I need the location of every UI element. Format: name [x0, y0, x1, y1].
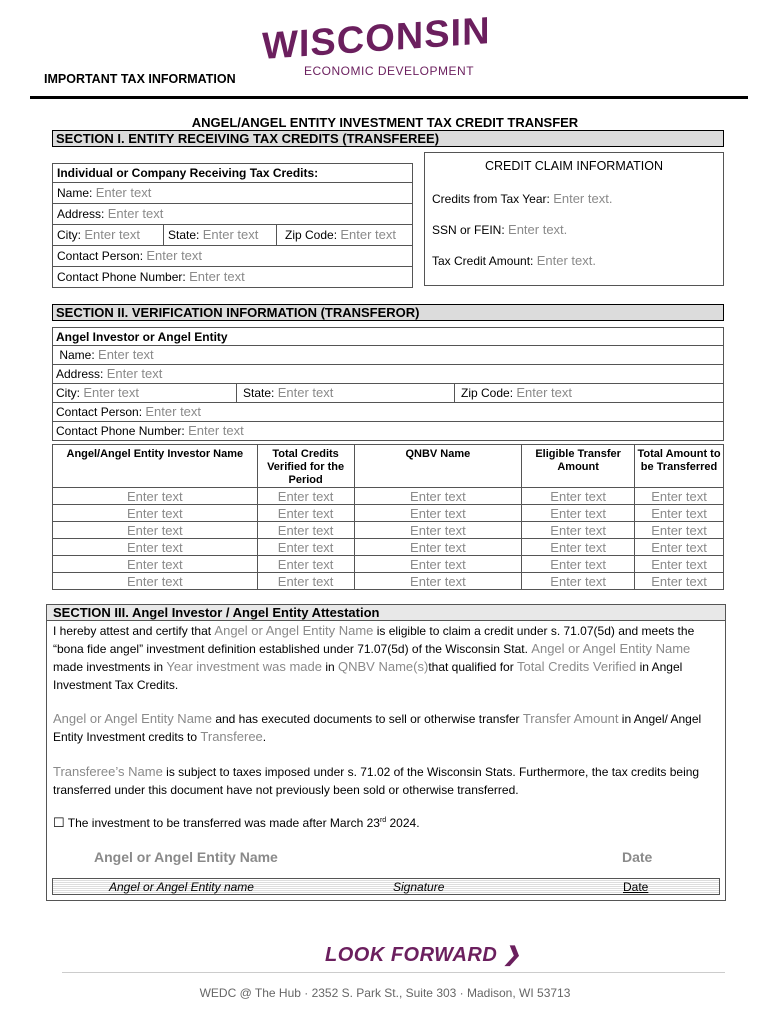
footer-address: WEDC @ The Hub · 2352 S. Park St., Suite 303 · Madison, WI 53713 [199, 986, 571, 1000]
zip-input[interactable]: Enter text [516, 385, 573, 400]
p1-field-angel-name[interactable]: Angel or Angel Entity Name [214, 623, 374, 638]
table-cell-input[interactable]: Enter text [257, 573, 354, 590]
date-checkbox[interactable]: ☐ [53, 815, 65, 830]
credit-amount-label: Tax Credit Amount: [432, 254, 534, 268]
date-checkbox-row[interactable] [53, 815, 420, 831]
section-2-heading: SECTION II. VERIFICATION INFORMATION (TRANSFEROR) [52, 304, 724, 321]
table-cell-input[interactable]: Enter text [53, 539, 258, 556]
state-input[interactable]: Enter text [277, 385, 334, 400]
investor-table [52, 444, 724, 590]
col-qnbv-name: QNBV Name [354, 445, 522, 488]
table-cell-input[interactable]: Enter text [522, 556, 635, 573]
zip-cell[interactable] [454, 384, 572, 402]
state-label: State: [168, 228, 200, 242]
col-eligible-amount: Eligible Transfer Amount [522, 445, 635, 488]
zip-label: Zip Code: [461, 386, 514, 400]
tax-year-row[interactable] [432, 191, 612, 206]
city-input[interactable]: Enter text [84, 227, 140, 242]
name-label: Name: [59, 348, 95, 362]
p2-field-transfer-amount[interactable]: Transfer Amount [522, 711, 619, 726]
transferor-contact-row[interactable] [52, 403, 724, 422]
p1-field-year[interactable]: Year investment was made [166, 659, 322, 674]
ssn-input[interactable]: Enter text. [508, 222, 568, 237]
document-title: ANGEL/ANGEL ENTITY INVESTMENT TAX CREDIT TRANSFER [191, 115, 579, 130]
table-cell-input[interactable]: Enter text [354, 522, 522, 539]
sign-date-input[interactable]: Date [622, 849, 653, 865]
p1-field-qnbv[interactable]: QNBV Name(s) [338, 659, 429, 674]
p1-text-4: in [322, 660, 339, 674]
table-cell-input[interactable]: Enter text [635, 556, 724, 573]
table-cell-input[interactable]: Enter text [635, 539, 724, 556]
header-divider [30, 96, 748, 99]
table-cell-input[interactable]: Enter text [354, 488, 522, 505]
zip-label: Zip Code: [285, 228, 338, 242]
state-cell[interactable] [236, 384, 333, 402]
wisconsin-logo: WISCONSIN [262, 10, 491, 68]
zip-cell[interactable] [276, 225, 396, 245]
p1-text-6: in Angel Investment Tax Credits. [53, 660, 683, 692]
table-cell-input[interactable]: Enter text [522, 573, 635, 590]
transferee-name-row[interactable] [52, 183, 413, 204]
look-forward-slogan [325, 942, 521, 967]
table-row [53, 539, 724, 556]
table-cell-input[interactable]: Enter text [257, 539, 354, 556]
state-input[interactable]: Enter text [202, 227, 259, 242]
p1-field-total-credits[interactable]: Total Credits Verified [517, 659, 637, 674]
logo-subtitle: ECONOMIC DEVELOPMENT [304, 64, 475, 78]
name-input[interactable]: Enter text [98, 347, 154, 362]
table-cell-input[interactable]: Enter text [522, 539, 635, 556]
col-total-transferred: Total Amount to be Transferred [635, 445, 724, 488]
state-cell[interactable] [163, 225, 258, 245]
address-input[interactable]: Enter text [106, 366, 163, 381]
table-cell-input[interactable]: Enter text [635, 522, 724, 539]
address-label: Address: [56, 367, 104, 381]
transferee-phone-row[interactable] [52, 267, 413, 288]
p1-field-angel-name-2[interactable]: Angel or Angel Entity Name [531, 641, 691, 656]
name-label: Name: [57, 186, 93, 200]
p1-text-3: made investments in [53, 660, 167, 674]
table-cell-input[interactable]: Enter text [257, 505, 354, 522]
table-cell-input[interactable]: Enter text [257, 488, 354, 505]
tax-year-label: Credits from Tax Year: [432, 192, 550, 206]
signature-line [52, 878, 720, 895]
date-checkbox-label: The investment to be transferred was made after March 23 [67, 816, 380, 830]
credit-amount-input[interactable]: Enter text. [536, 253, 596, 268]
table-cell-input[interactable]: Enter text [522, 505, 635, 522]
p2-field-angel-name[interactable]: Angel or Angel Entity Name [53, 711, 212, 726]
table-cell-input[interactable]: Enter text [257, 522, 354, 539]
chevron-right-icon: ❯ [503, 944, 521, 966]
table-cell-input[interactable]: Enter text [522, 522, 635, 539]
transferee-box-title: Individual or Company Receiving Tax Credits: [52, 163, 413, 183]
section-1-heading: SECTION I. ENTITY RECEIVING TAX CREDITS (TRANSFEREE) [52, 130, 724, 147]
table-cell-input[interactable]: Enter text [354, 556, 522, 573]
attestation-paragraph-1 [53, 622, 719, 694]
table-cell-input[interactable]: Enter text [53, 522, 258, 539]
table-cell-input[interactable]: Enter text [53, 556, 258, 573]
signature-date-label: Date [623, 880, 649, 894]
transferor-address-row[interactable] [52, 365, 724, 384]
city-input[interactable]: Enter text [83, 385, 139, 400]
p3-field-transferee-name[interactable]: Transferee’s Name [53, 764, 163, 779]
section-3-heading: SECTION III. Angel Investor / Angel Entity Attestation [46, 604, 726, 621]
p1-text-5: that qualified for [428, 660, 518, 674]
investor-table-header [53, 445, 724, 488]
transferor-box-title: Angel Investor or Angel Entity [52, 327, 724, 346]
table-cell-input[interactable]: Enter text [53, 573, 258, 590]
transferor-box [52, 327, 724, 441]
table-row [53, 573, 724, 590]
date-checkbox-year: 2024. [386, 816, 420, 830]
important-tax-info: IMPORTANT TAX INFORMATION [44, 72, 236, 86]
ssn-label: SSN or FEIN: [432, 223, 505, 237]
signature-label: Signature [393, 880, 445, 894]
city-label: City: [57, 228, 81, 242]
table-row [53, 522, 724, 539]
phone-label: Contact Phone Number: [57, 270, 186, 284]
state-label: State: [243, 386, 275, 400]
address-label: Address: [57, 207, 105, 221]
transferee-contact-row[interactable] [52, 246, 413, 267]
p1-text-1: I hereby attest and certify that [53, 624, 215, 638]
transferee-city-row [52, 225, 413, 246]
p2-field-transferee[interactable]: Transferee [200, 729, 263, 744]
phone-input[interactable]: Enter text [189, 269, 245, 284]
contact-input[interactable]: Enter text [146, 248, 203, 263]
table-cell-input[interactable]: Enter text [354, 539, 522, 556]
credit-claim-box [424, 152, 724, 286]
date-checkbox-sup: rd [379, 817, 387, 824]
transferee-address-row[interactable] [52, 204, 413, 225]
table-row [53, 556, 724, 573]
p1-text-2: is eligible to claim a credit under s. 71.07(5d) and meets the “bona fide angel” investment definition established under 71.07(5d) of the Wisconsin Stat. [53, 624, 695, 656]
name-input[interactable]: Enter text [95, 185, 152, 200]
table-cell-input[interactable]: Enter text [354, 505, 522, 522]
signature-name-label: Angel or Angel Entity name [109, 880, 254, 894]
zip-input[interactable]: Enter text [340, 227, 397, 242]
p2-text-2: in Angel/ Angel Entity Investment credits to [53, 712, 702, 744]
table-row [53, 505, 724, 522]
table-cell-input[interactable]: Enter text [354, 573, 522, 590]
address-input[interactable]: Enter text [107, 206, 164, 221]
contact-label: Contact Person: [56, 405, 143, 419]
table-cell-input[interactable]: Enter text [635, 488, 724, 505]
footer-divider [62, 972, 725, 973]
table-cell-input[interactable]: Enter text [53, 488, 258, 505]
phone-input[interactable]: Enter text [188, 423, 244, 438]
transferor-city-row [52, 384, 724, 403]
attestation-paragraph-3 [53, 763, 719, 799]
city-label: City: [56, 386, 80, 400]
col-total-credits: Total Credits Verified for the Period [257, 445, 354, 488]
contact-label: Contact Person: [57, 249, 144, 263]
table-cell-input[interactable]: Enter text [635, 505, 724, 522]
table-row [53, 488, 724, 505]
p2-text-3: . [262, 730, 267, 744]
transferor-name-row[interactable] [52, 346, 724, 365]
phone-label: Contact Phone Number: [56, 424, 185, 438]
signer-name-input[interactable]: Angel or Angel Entity Name [94, 849, 278, 865]
p2-text-1: and has executed documents to sell or otherwise transfer [211, 712, 523, 726]
credit-amount-row[interactable] [432, 253, 596, 268]
transferee-box [52, 163, 413, 288]
credit-claim-title: CREDIT CLAIM INFORMATION [484, 159, 663, 173]
p3-text-1: is subject to taxes imposed under s. 71.02 of the Wisconsin Stats. Furthermore, the tax credits being transferred under this document have not previously been sold or otherwise transferred. [53, 765, 700, 797]
ssn-row[interactable] [432, 222, 567, 237]
attestation-paragraph-2 [53, 710, 719, 746]
table-cell-input[interactable]: Enter text [53, 505, 258, 522]
table-cell-input[interactable]: Enter text [257, 556, 354, 573]
slogan-text: LOOK FORWARD [325, 944, 498, 966]
tax-year-input[interactable]: Enter text. [553, 191, 613, 206]
contact-input[interactable]: Enter text [145, 404, 202, 419]
table-cell-input[interactable]: Enter text [635, 573, 724, 590]
transferor-phone-row[interactable] [52, 422, 724, 441]
col-investor-name: Angel/Angel Entity Investor Name [53, 445, 258, 488]
table-cell-input[interactable]: Enter text [522, 488, 635, 505]
